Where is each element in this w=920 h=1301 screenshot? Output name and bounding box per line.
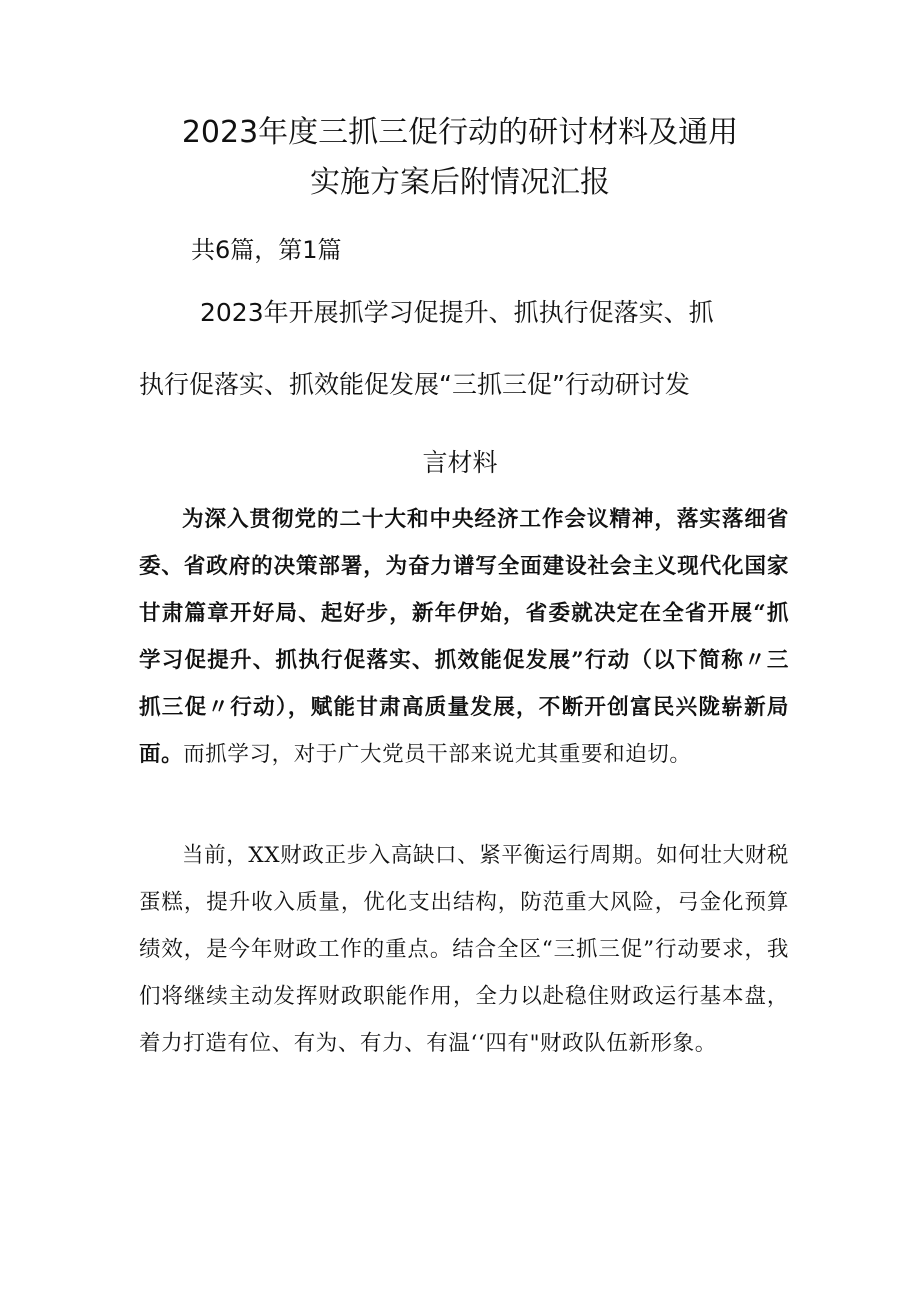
document-title-line-2: 实施方案后附情况汇报 <box>310 165 610 200</box>
document-title-line-1: 2023年度三抓三促行动的研讨材料及通用 <box>181 115 739 150</box>
body-paragraph-1 <box>139 496 789 778</box>
paragraph-1-bold-text: 为深入贯彻党的二十大和中央经济工作会议精神，落实落细省委、省政府的决策部署，为奋力谱写全面建设社会主义现代化国家甘肃篇章开好局、起好步，新年伊始，省委就决定在全省开展“抓学习促提升、抓执行促落实、抓效能促发展”行动（以下简称〃三抓三促〃行动），赋能甘肃高质量发展，不断开创富民兴陇崭新局面。 <box>139 507 789 767</box>
body-paragraph-2: 当前，XX财政正步入高缺口、紧平衡运行周期。如何壮大财税蛋糕，提升收入质量，优化支出结构，防范重大风险，弓金化预算绩效，是今年财政工作的重点。结合全区“三抓三促”行动要求，我们将继续主动发挥财政职能作用，全力以赴稳住财政运行基本盘，着力打造有位、有为、有力、有温‘‘四有"财政队伍新形象。 <box>139 843 789 1056</box>
article-subtitle-line-3: 言材料 <box>422 448 498 477</box>
article-count: 共6篇，第1篇 <box>191 236 342 264</box>
paragraph-1-regular-text: 而抓学习，对于广大党员干部来说尤其重要和迫切。 <box>183 742 692 767</box>
article-subtitle-line-1: 2023年开展抓学习促提升、抓执行促落实、抓 <box>200 298 714 327</box>
article-subtitle-line-2: 执行促落实、抓效能促发展“三抓三促”行动研讨发 <box>139 370 690 399</box>
